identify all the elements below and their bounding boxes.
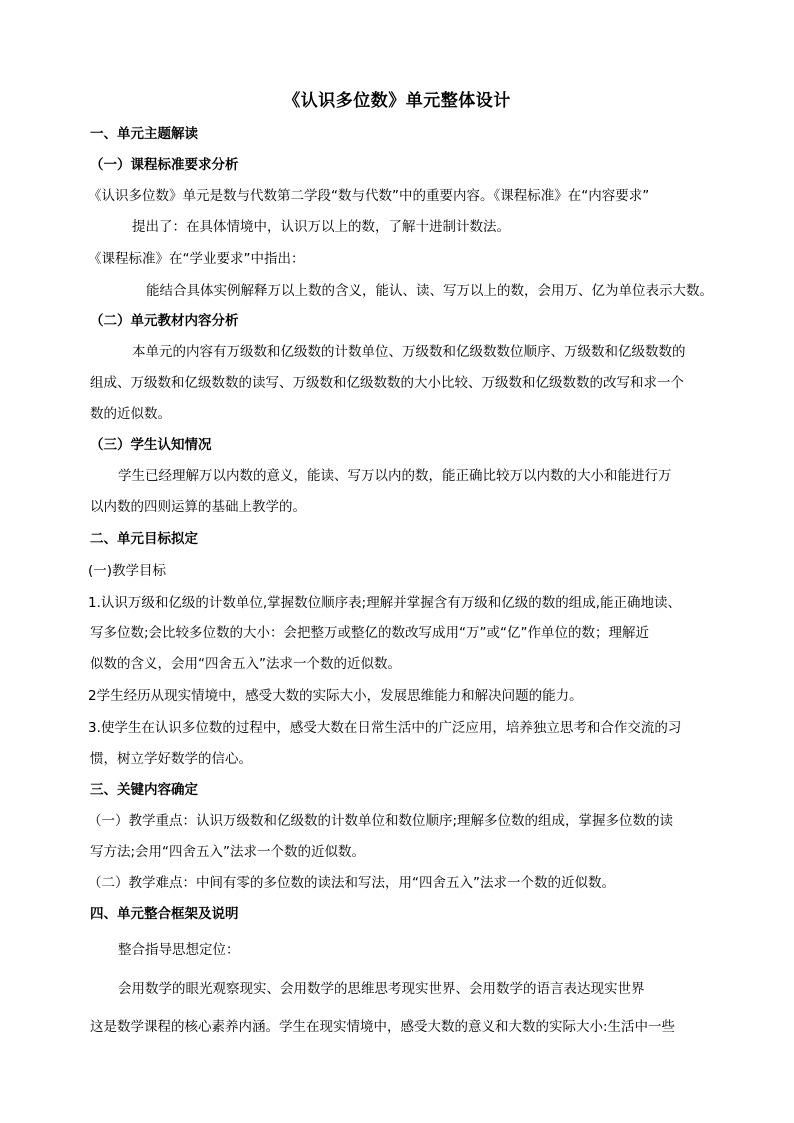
section-heading-2: 二、单元目标拟定 bbox=[90, 531, 198, 547]
paragraph-line: 以内数的四则运算的基础上教学的。 bbox=[90, 499, 306, 515]
subsection-heading: （一）课程标准要求分析 bbox=[90, 157, 239, 173]
subsection-heading: （二）单元教材内容分析 bbox=[90, 313, 239, 329]
paragraph-line: 惯，树立学好数学的信心。 bbox=[90, 751, 252, 767]
subsection-heading: (一)教学目标 bbox=[88, 563, 167, 579]
paragraph-line: 数的近似数。 bbox=[90, 406, 171, 422]
paragraph-line: 《课程标准》在“学业要求”中指出： bbox=[88, 251, 305, 267]
paragraph-line: 能结合具体实例解释万以上数的含义，能认、读、写万以上的数，会用万、亿为单位表示大数。 bbox=[146, 283, 713, 299]
paragraph-line: 《认识多位数》单元是数与代数第二学段“数与代数”中的重要内容。《课程标准》在“内容要求” bbox=[88, 188, 650, 204]
paragraph-line: 本单元的内容有万级数和亿级数的计数单位、万级数和亿级数数位顺序、万级数和亿级数数的 bbox=[132, 344, 686, 360]
paragraph-line: 3.使学生在认识多位数的过程中，感受大数在日常生活中的广泛应用，培养独立思考和合作交流的习 bbox=[88, 720, 682, 736]
paragraph-line: 1.认识万级和亿级的计数单位,掌握数位顺序表;理解并掌握含有万级和亿级的数的组成,能正确地读、 bbox=[88, 595, 682, 611]
paragraph-line: 似数的含义，会用“四舍五入”法求一个数的近似数。 bbox=[90, 656, 401, 672]
paragraph-line: 这是数学课程的核心素养内涵。学生在现实情境中，感受大数的意义和大数的实际大小:生活中一些 bbox=[90, 1019, 676, 1035]
paragraph-line: 2学生经历从现实情境中，感受大数的实际大小，发展思维能力和解决问题的能力。 bbox=[88, 688, 583, 704]
paragraph-line: 会用数学的眼光观察现实、会用数学的思维思考现实世界、会用数学的语言表达现实世界 bbox=[118, 981, 645, 997]
paragraph-line: 写多位数;会比较多位数的大小：会把整万或整亿的数改写成用“万”或“亿”作单位的数；理解近 bbox=[90, 625, 650, 641]
paragraph-line: 组成、万级数和亿级数数的读写、万级数和亿级数数的大小比较、万级数和亿级数数的改写和求一个 bbox=[90, 375, 684, 391]
subsection-heading: （三）学生认知情况 bbox=[90, 437, 212, 453]
paragraph-line: （二）教学难点：中间有零的多位数的读法和写法，用“四舍五入”法求一个数的近似数。 bbox=[88, 875, 615, 891]
paragraph-line: 写方法;会用“四舍五入”法求一个数的近似数。 bbox=[90, 844, 366, 860]
section-heading-1: 一、单元主题解读 bbox=[90, 126, 198, 142]
paragraph-line: 整合指导思想定位： bbox=[118, 942, 240, 958]
document-title: 《认识多位数》单元整体设计 bbox=[283, 91, 511, 111]
paragraph-line: （一）教学重点：认识万级数和亿级数的计数单位和数位顺序;理解多位数的组成，掌握多位数的读 bbox=[88, 813, 674, 829]
section-heading-4: 四、单元整合框架及说明 bbox=[90, 906, 239, 922]
paragraph-line: 提出了：在具体情境中，认识万以上的数，了解十进制计数法。 bbox=[132, 219, 510, 235]
paragraph-line: 学生已经理解万以内数的意义，能读、写万以内的数，能正确比较万以内数的大小和能进行万 bbox=[118, 468, 672, 484]
section-heading-3: 三、关键内容确定 bbox=[90, 782, 198, 798]
